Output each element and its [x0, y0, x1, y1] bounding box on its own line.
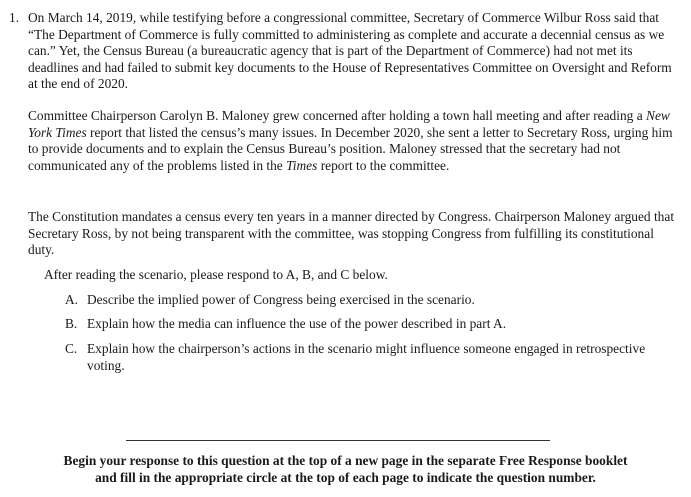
paragraph-2-text-1: Committee Chairperson Carolyn B. Maloney grew concerned after holding a town hall meeting and after reading a: [28, 108, 647, 123]
booklet-instructions-line-2: and fill in the appropriate circle at the top of each page to indicate the question number.: [95, 469, 596, 485]
question-number: 1.: [9, 10, 20, 25]
response-instructions: After reading the scenario, please respond to A, B, and C below.: [44, 267, 388, 282]
scenario-paragraph-1: On March 14, 2019, while testifying before a congressional committee, Secretary of Commerce Wilbur Ross said that “The Department of Commerce is fully committed to administering as complete and accurate a decennial census as we can.” Yet, the Census Bureau (a bureaucratic agency that is part of the Department of Commerce) had not met its deadlines and had failed to submit key documents to the House of Representatives Committee on Oversight and Reform at the end of 2020.: [28, 10, 672, 92]
part-letter: C.: [65, 341, 78, 356]
part-text: Explain how the media can influence the use of the power described in part A.: [87, 316, 507, 331]
part-text: Describe the implied power of Congress being exercised in the scenario.: [87, 292, 475, 307]
scenario-paragraph-2: [28, 108, 680, 174]
booklet-instructions: [0, 453, 691, 486]
part-letter: A.: [65, 292, 79, 307]
newspaper-title-nyt: New York Times: [28, 108, 670, 140]
part-letter: B.: [65, 316, 78, 331]
paragraph-2-text-3: report to the committee.: [317, 157, 450, 173]
section-divider: [126, 440, 550, 441]
part-text: Explain how the chairperson’s actions in the scenario might influence someone engaged in retrospective voting.: [87, 341, 646, 373]
newspaper-title-times: Times: [286, 157, 318, 173]
scenario-paragraph-3: The Constitution mandates a census every ten years in a manner directed by Congress. Chairperson Maloney argued that Secretary Ross, by not being transparent with the committee, was stopping Congress from fulfilling its constitutional duty.: [28, 209, 675, 258]
paragraph-2-text-2: report that listed the census’s many issues. In December 2020, she sent a letter to Secretary Ross, urging him to provide documents and to explain the Census Bureau’s position. Maloney stressed that the secretary had not communicated any of the problems listed in the: [28, 124, 673, 173]
booklet-instructions-line-1: Begin your response to this question at the top of a new page in the separate Free Response booklet: [63, 453, 628, 468]
